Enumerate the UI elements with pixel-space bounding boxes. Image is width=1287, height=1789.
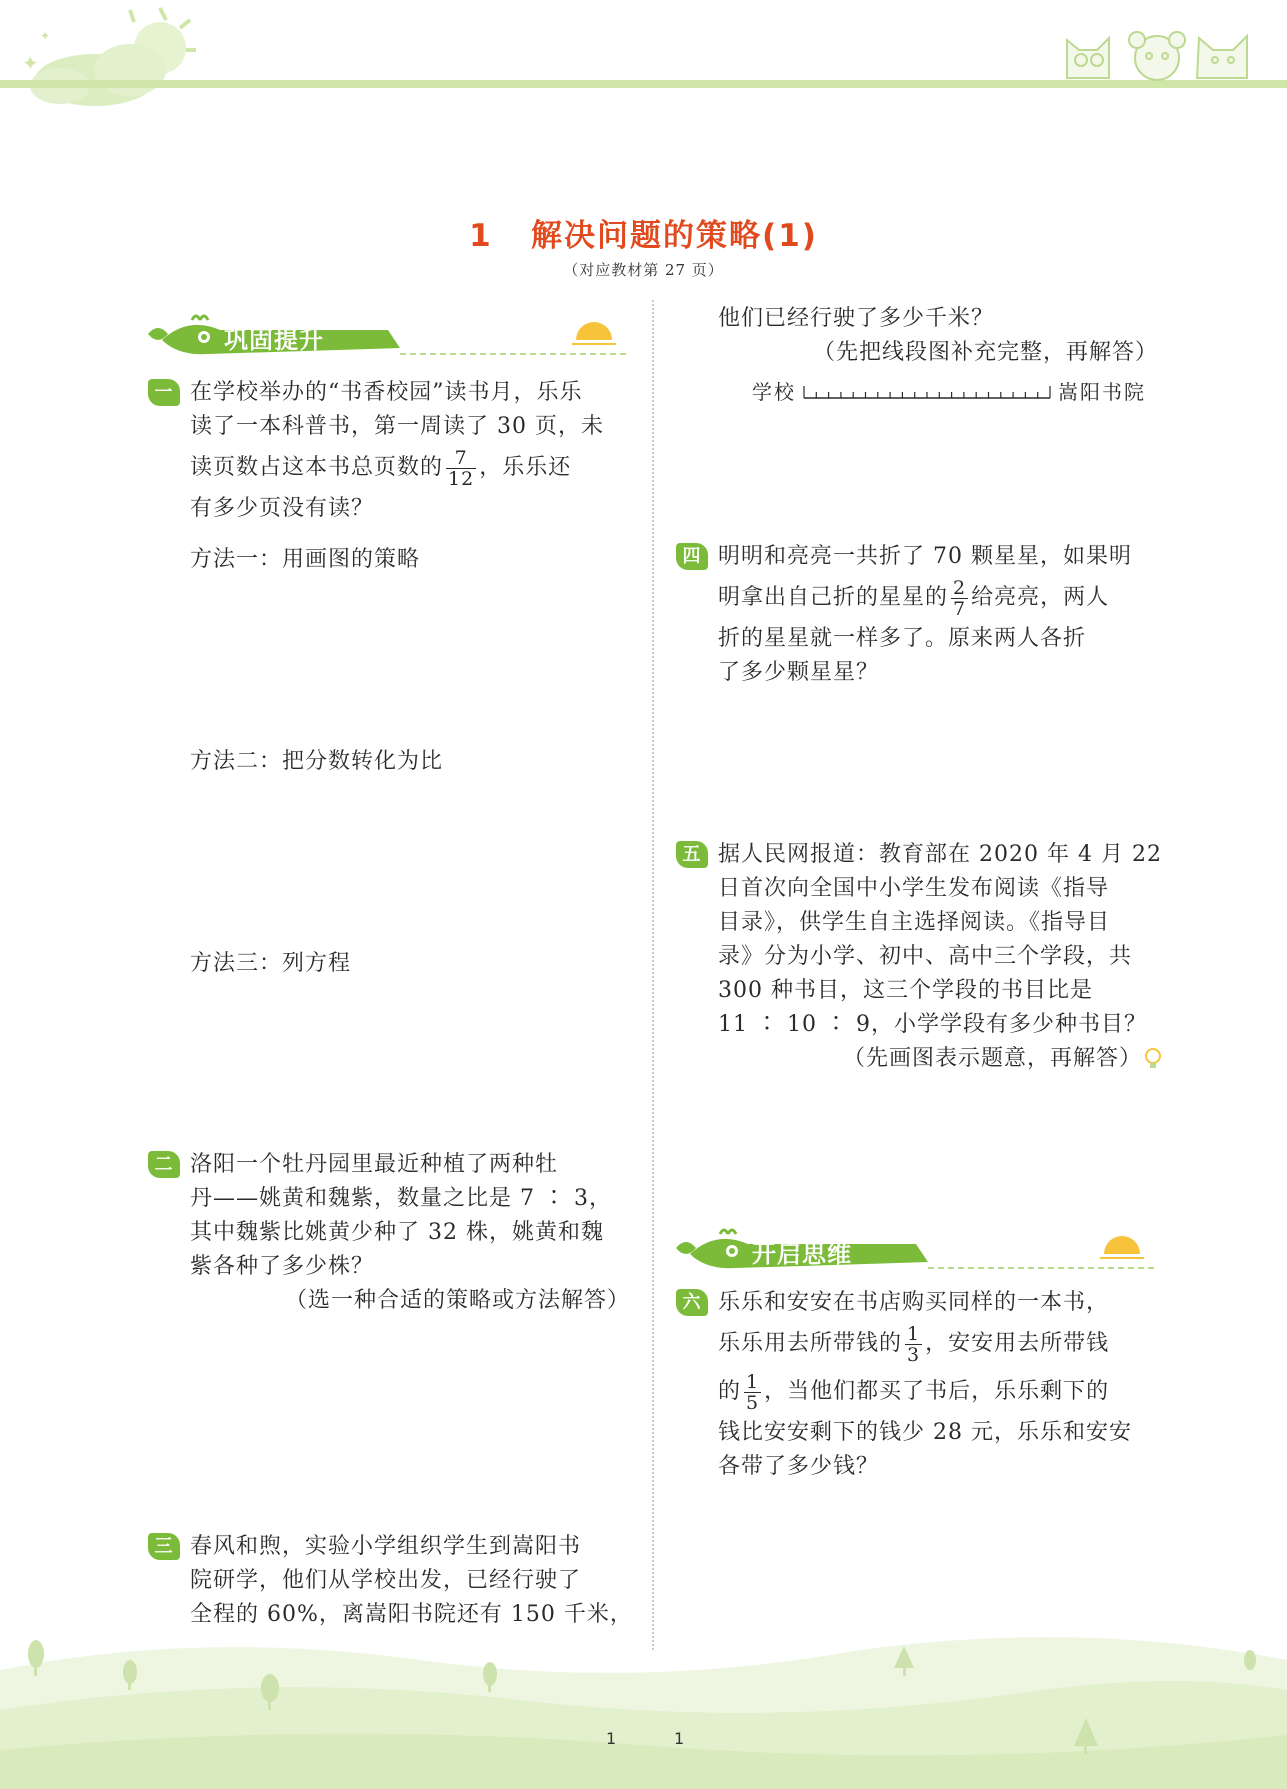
section-tag-thinking	[676, 1226, 1156, 1274]
section-tag-consolidate	[148, 312, 628, 360]
question-hint: （先把线段图补充完整，再解答）	[812, 340, 1158, 365]
fraction: $\frac{1}{3}$	[907, 1322, 921, 1366]
whale-icon	[676, 1226, 1156, 1274]
question-number-badge: 五	[676, 841, 708, 868]
question-text-line: 了多少颗星星？	[718, 660, 880, 685]
question-number-badge: 四	[676, 543, 708, 570]
segment-diagram	[802, 380, 1052, 404]
question-text-line: 乐乐用去所带钱的 $\frac{1}{3}$ ，安安用去所带钱	[718, 1322, 1110, 1366]
question-text-line: 有多少页没有读？	[190, 496, 375, 521]
svg-text:✦: ✦	[40, 29, 51, 43]
question-text-line: 各带了多少钱？	[718, 1454, 880, 1479]
method-3-label: 方法三：列方程	[190, 951, 352, 976]
method-1-label: 方法一：用画图的策略	[190, 547, 421, 572]
question-text-line: 折的星星就一样多了。原来两人各折	[718, 626, 1087, 651]
question-number-badge: 三	[148, 1533, 180, 1560]
question-3-continued	[718, 302, 1158, 370]
page-title-number: 1	[469, 218, 493, 254]
question-hint: （选一种合适的策略或方法解答）	[284, 1288, 630, 1313]
page-subtitle: （对应教材第 27 页）	[563, 261, 724, 279]
question-hint: （先画图表示题意，再解答）	[718, 1042, 1162, 1076]
page-number-left: 1	[606, 1729, 617, 1748]
whale-icon	[148, 312, 628, 360]
svg-text:✦: ✦	[22, 51, 39, 75]
question-number-badge: 一	[148, 379, 180, 406]
question-text-line: 在学校举办的“书香校园”读书月，乐乐	[190, 380, 583, 405]
question-text-line: 洛阳一个牡丹园里最近种植了两种牡	[190, 1152, 559, 1177]
question-text-line: 300 种书目，这三个学段的书目比是	[718, 978, 1093, 1003]
title-block	[0, 210, 1287, 280]
fraction: $\frac{2}{7}$	[953, 576, 967, 620]
question-3	[154, 1530, 633, 1632]
sunset-icon	[1100, 1226, 1144, 1262]
question-text-line: 录》分为小学、初中、高中三个学段，共	[718, 944, 1133, 969]
section-tag-label: 巩固提升	[224, 326, 324, 354]
question-text-line: 他们已经行驶了多少千米？	[718, 306, 995, 331]
method-2-label: 方法二：把分数转化为比	[190, 749, 444, 774]
sunset-icon	[572, 312, 616, 348]
section-tag-label: 开启思维	[752, 1240, 852, 1268]
question-number-badge: 二	[148, 1151, 180, 1178]
question-text-line: 丹——姚黄和魏紫，数量之比是 7 ∶ 3，	[190, 1186, 612, 1211]
question-5	[682, 838, 1162, 1076]
question-text-line: 目录》，供学生自主选择阅读。《指导目	[718, 910, 1111, 935]
question-text-line: 11 ∶ 10 ∶ 9，小学学段有多少种书目？	[718, 1012, 1147, 1037]
question-text-line: 紫各种了多少株？	[190, 1254, 375, 1279]
question-text-line: 其中魏紫比姚黄少种了 32 株，姚黄和魏	[190, 1220, 604, 1245]
fraction: $\frac{1}{5}$	[746, 1370, 760, 1414]
segment-start-label: 学校	[752, 380, 796, 404]
question-text-line: 钱比安安剩下的钱少 28 元，乐乐和安安	[718, 1420, 1132, 1445]
column-divider	[652, 300, 654, 1650]
question-text-line: 乐乐和安安在书店购买同样的一本书，	[718, 1290, 1110, 1315]
question-number-badge: 六	[676, 1289, 708, 1316]
question-text-line: 全程的 60%，离嵩阳书院还有 150 千米，	[190, 1602, 633, 1627]
cloud-sun-decoration	[0, 0, 230, 110]
question-text-line: 的 $\frac{1}{5}$ ，当他们都买了书后，乐乐剩下的	[718, 1370, 1110, 1414]
question-text-line: 日首次向全国中小学生发布阅读《指导	[718, 876, 1110, 901]
question-2	[154, 1148, 630, 1318]
question-1	[154, 376, 630, 526]
question-text-line: 春风和煦，实验小学组织学生到嵩阳书	[190, 1534, 582, 1559]
lightbulb-icon	[1144, 1048, 1162, 1070]
question-text-line: 读了一本科普书，第一周读了 30 页，未	[190, 414, 604, 439]
question-text-line: 读页数占这本书总页数的 $\frac{7}{12}$ ，乐乐还	[190, 446, 572, 490]
question-text-line: 明拿出自己折的星星的 $\frac{2}{7}$ 给亮亮，两人	[718, 576, 1110, 620]
question-text-line: 明明和亮亮一共折了 70 颗星星，如果明	[718, 544, 1132, 569]
question-4	[682, 540, 1162, 690]
page-title: 解决问题的策略(1)	[531, 218, 818, 254]
cartoon-animals-icon	[1057, 20, 1257, 82]
segment-end-label: 嵩阳书院	[1058, 380, 1146, 404]
page-number-right: 1	[674, 1729, 685, 1748]
question-text-line: 据人民网报道：教育部在 2020 年 4 月 22	[718, 842, 1162, 867]
hills-footer-decoration	[0, 1620, 1287, 1789]
question-6	[682, 1286, 1162, 1484]
question-text-line: 院研学，他们从学校出发，已经行驶了	[190, 1568, 582, 1593]
fraction: $\frac{7}{12}$	[448, 446, 475, 490]
